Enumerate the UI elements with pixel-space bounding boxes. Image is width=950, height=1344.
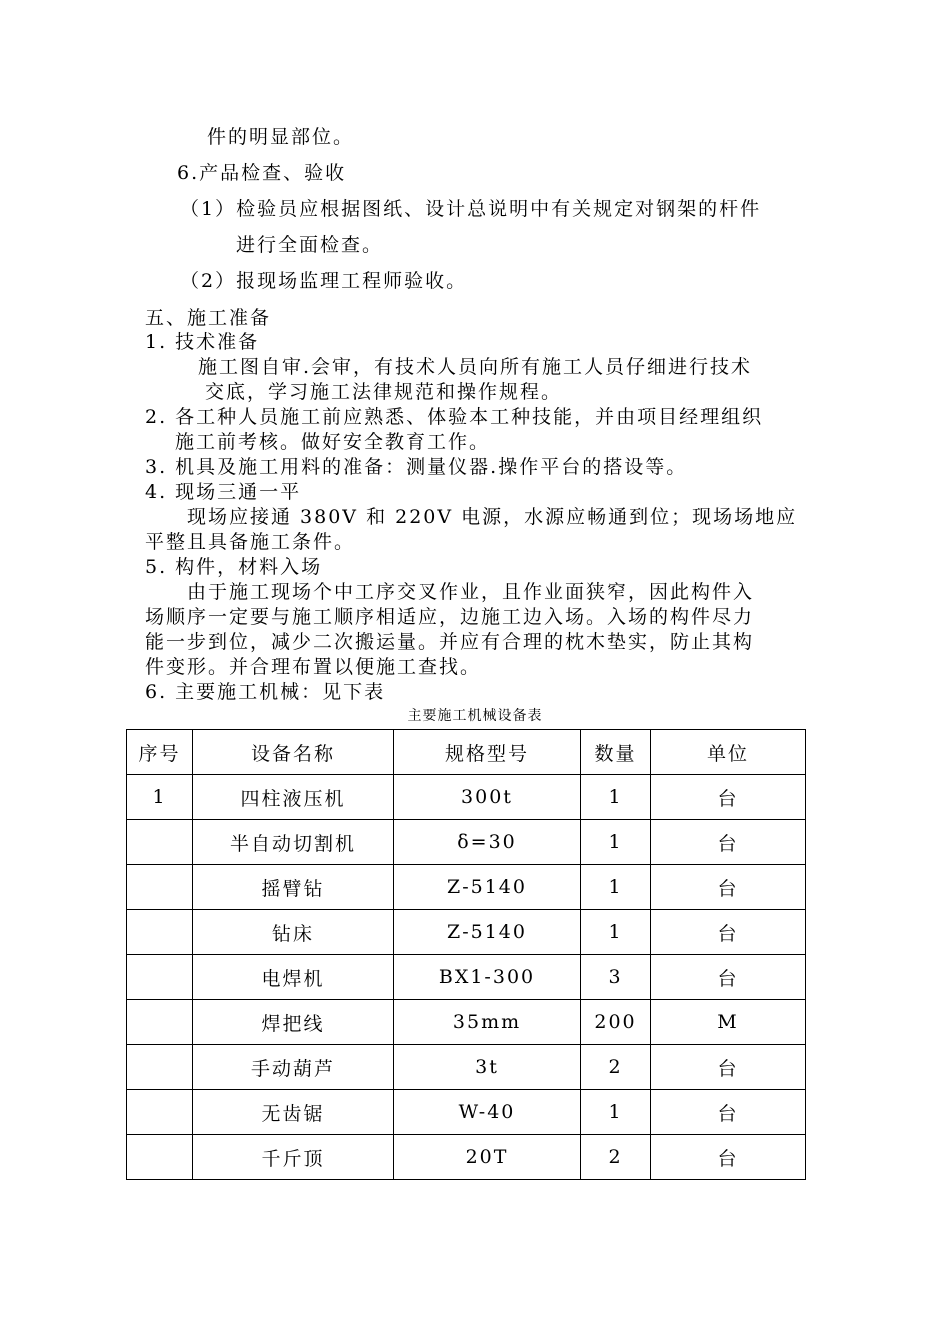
table-cell: 半自动切割机: [193, 820, 394, 865]
table-row: [127, 775, 806, 820]
table-cell: 1: [127, 775, 193, 820]
text-line: （2）报现场监理工程师验收。: [180, 270, 468, 292]
table-row: [127, 1045, 806, 1090]
table-cell: 3: [581, 955, 651, 1000]
table-cell: 无齿锯: [193, 1090, 394, 1135]
section-heading: 5. 构件，材料入场: [145, 556, 323, 578]
table-row: [127, 1000, 806, 1045]
table-cell: 20T: [394, 1135, 581, 1180]
table-cell: [127, 1045, 193, 1090]
text-line: 施工前考核。做好安全教育工作。: [175, 431, 491, 453]
table-cell: 电焊机: [193, 955, 394, 1000]
table-header-row: [127, 730, 806, 775]
equipment-table: [126, 729, 806, 1180]
table-cell: Z-5140: [394, 865, 581, 910]
chapter-heading: 五、施工准备: [145, 307, 272, 329]
table-row: [127, 820, 806, 865]
table-row: [127, 1090, 806, 1135]
table-cell: 35mm: [394, 1000, 581, 1045]
table-cell: 300t: [394, 775, 581, 820]
table-cell: 1: [581, 910, 651, 955]
text-line: 场顺序一定要与施工顺序相适应，边施工边入场。入场的构件尽力: [145, 606, 755, 628]
table-cell: [127, 865, 193, 910]
header-cell: 规格型号: [394, 730, 581, 775]
section-heading: 1. 技术准备: [145, 331, 260, 353]
table-cell: 钻床: [193, 910, 394, 955]
table-cell: 200: [581, 1000, 651, 1045]
table-cell: 2: [581, 1135, 651, 1180]
table-cell: δ=30: [394, 820, 581, 865]
table-cell: 千斤顶: [193, 1135, 394, 1180]
text-line: 施工图自审.会审，有技术人员向所有施工人员仔细进行技术: [198, 356, 753, 378]
text-line: 现场应接通 380V 和 220V 电源，水源应畅通到位；现场场地应: [187, 506, 798, 528]
table-cell: [127, 910, 193, 955]
table-cell: [127, 1090, 193, 1135]
table-cell: 台: [651, 1045, 806, 1090]
table-cell: 台: [651, 865, 806, 910]
table-caption: 主要施工机械设备表: [407, 708, 543, 724]
text-line: 件变形。并合理布置以便施工查找。: [145, 656, 482, 678]
section-heading: 4. 现场三通一平: [145, 481, 302, 503]
table-cell: W-40: [394, 1090, 581, 1135]
text-line: 3. 机具及施工用料的准备：测量仪器.操作平台的搭设等。: [145, 456, 688, 478]
text-line: （1）检验员应根据图纸、设计总说明中有关规定对钢架的杆件: [180, 198, 762, 220]
table-cell: 1: [581, 1090, 651, 1135]
table-cell: 1: [581, 865, 651, 910]
table-cell: [127, 820, 193, 865]
table-cell: 1: [581, 820, 651, 865]
header-cell: 序号: [127, 730, 193, 775]
text-line: 交底，学习施工法律规范和操作规程。: [205, 381, 563, 403]
table-row: [127, 910, 806, 955]
table-cell: 台: [651, 775, 806, 820]
table-row: [127, 1135, 806, 1180]
section-heading: 6.产品检查、验收: [177, 162, 347, 184]
table-row: [127, 865, 806, 910]
table-row: [127, 955, 806, 1000]
text-line: 能一步到位，减少二次搬运量。并应有合理的枕木垫实，防止其构: [145, 631, 755, 653]
table-cell: BX1-300: [394, 955, 581, 1000]
header-cell: 设备名称: [193, 730, 394, 775]
header-cell: 单位: [651, 730, 806, 775]
table-cell: 手动葫芦: [193, 1045, 394, 1090]
table-cell: 3t: [394, 1045, 581, 1090]
table-cell: 台: [651, 955, 806, 1000]
table-cell: M: [651, 1000, 806, 1045]
table-cell: [127, 1135, 193, 1180]
header-cell: 数量: [581, 730, 651, 775]
text-line: 进行全面检查。: [236, 234, 384, 256]
section-heading: 6. 主要施工机械：见下表: [145, 681, 386, 703]
table-cell: 焊把线: [193, 1000, 394, 1045]
table-cell: [127, 1000, 193, 1045]
text-line: 由于施工现场个中工序交叉作业，且作业面狭窄，因此构件入: [187, 581, 755, 603]
text-line: 2. 各工种人员施工前应熟悉、体验本工种技能，并由项目经理组织: [145, 406, 764, 428]
table-cell: 1: [581, 775, 651, 820]
text-line: 平整且具备施工条件。: [145, 531, 356, 553]
table-cell: 摇臂钻: [193, 865, 394, 910]
table-cell: 台: [651, 1135, 806, 1180]
table-cell: 四柱液压机: [193, 775, 394, 820]
table-cell: 2: [581, 1045, 651, 1090]
table-cell: 台: [651, 910, 806, 955]
table-cell: 台: [651, 1090, 806, 1135]
text-line: 件的明显部位。: [207, 126, 355, 148]
table-cell: [127, 955, 193, 1000]
table-cell: Z-5140: [394, 910, 581, 955]
table-cell: 台: [651, 820, 806, 865]
